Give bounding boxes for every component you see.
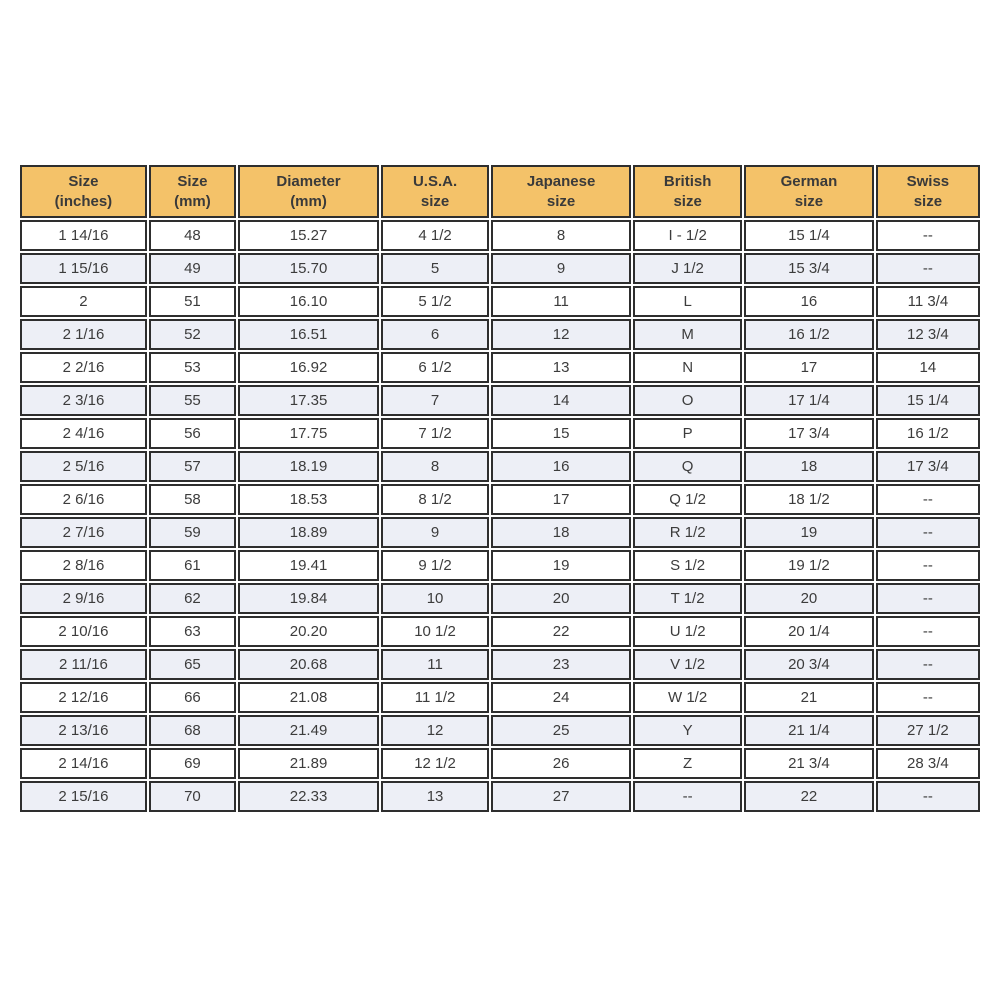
table-cell: L: [633, 286, 742, 317]
table-cell: 11 1/2: [381, 682, 489, 713]
table-cell: --: [876, 517, 980, 548]
table-cell: 55: [149, 385, 236, 416]
table-cell: 17: [744, 352, 874, 383]
table-cell: 17.75: [238, 418, 379, 449]
table-row: [20, 451, 980, 482]
table-cell: 28 3/4: [876, 748, 980, 779]
table-cell: 2 11/16: [20, 649, 147, 680]
table-cell: 19: [744, 517, 874, 548]
table-cell: 6 1/2: [381, 352, 489, 383]
table-cell: 11: [491, 286, 631, 317]
table-cell: 16 1/2: [876, 418, 980, 449]
table-cell: 19.84: [238, 583, 379, 614]
table-cell: 6: [381, 319, 489, 350]
table-cell: 2 15/16: [20, 781, 147, 812]
table-cell: 20 1/4: [744, 616, 874, 647]
table-row: [20, 286, 980, 317]
table-cell: 18.53: [238, 484, 379, 515]
table-cell: 9: [381, 517, 489, 548]
table-cell: 16.51: [238, 319, 379, 350]
table-cell: 27 1/2: [876, 715, 980, 746]
table-cell: 70: [149, 781, 236, 812]
table-cell: 17 3/4: [876, 451, 980, 482]
table-row: [20, 748, 980, 779]
table-cell: --: [633, 781, 742, 812]
table-cell: 22.33: [238, 781, 379, 812]
table-cell: I - 1/2: [633, 220, 742, 251]
table-cell: 10 1/2: [381, 616, 489, 647]
table-cell: 58: [149, 484, 236, 515]
table-cell: 8: [491, 220, 631, 251]
column-header-diameter-mm: Diameter (mm): [238, 165, 379, 218]
column-header-size-inches: Size (inches): [20, 165, 147, 218]
column-header-british-size: British size: [633, 165, 742, 218]
table-cell: 24: [491, 682, 631, 713]
table-cell: 19: [491, 550, 631, 581]
table-cell: 8: [381, 451, 489, 482]
table-cell: 14: [491, 385, 631, 416]
table-cell: 56: [149, 418, 236, 449]
table-cell: --: [876, 484, 980, 515]
table-row: [20, 550, 980, 581]
table-cell: 11 3/4: [876, 286, 980, 317]
table-cell: J 1/2: [633, 253, 742, 284]
table-cell: Z: [633, 748, 742, 779]
table-cell: 14: [876, 352, 980, 383]
table-cell: 20: [744, 583, 874, 614]
table-cell: O: [633, 385, 742, 416]
table-cell: 8 1/2: [381, 484, 489, 515]
table-row: [20, 649, 980, 680]
table-cell: 16 1/2: [744, 319, 874, 350]
table-cell: 4 1/2: [381, 220, 489, 251]
table-cell: 21.08: [238, 682, 379, 713]
table-cell: 69: [149, 748, 236, 779]
table-cell: 23: [491, 649, 631, 680]
table-body: [20, 220, 980, 812]
table-cell: 16.92: [238, 352, 379, 383]
table-cell: 16: [744, 286, 874, 317]
table-cell: 17 3/4: [744, 418, 874, 449]
table-cell: 21.49: [238, 715, 379, 746]
table-cell: 7: [381, 385, 489, 416]
table-cell: --: [876, 550, 980, 581]
table-cell: 1 15/16: [20, 253, 147, 284]
table-cell: 20.68: [238, 649, 379, 680]
table-cell: 51: [149, 286, 236, 317]
table-cell: 1 14/16: [20, 220, 147, 251]
table-cell: 21.89: [238, 748, 379, 779]
table-cell: 2 9/16: [20, 583, 147, 614]
table-cell: 7 1/2: [381, 418, 489, 449]
table-cell: 18: [744, 451, 874, 482]
table-row: [20, 319, 980, 350]
table-cell: 20 3/4: [744, 649, 874, 680]
column-header-size-mm: Size (mm): [149, 165, 236, 218]
table-cell: T 1/2: [633, 583, 742, 614]
table-cell: 16: [491, 451, 631, 482]
table-cell: --: [876, 253, 980, 284]
table-cell: P: [633, 418, 742, 449]
table-cell: 22: [491, 616, 631, 647]
table-cell: --: [876, 781, 980, 812]
table-cell: 2 4/16: [20, 418, 147, 449]
table-row: [20, 418, 980, 449]
table-cell: 2 5/16: [20, 451, 147, 482]
table-cell: 19.41: [238, 550, 379, 581]
table-cell: 15 3/4: [744, 253, 874, 284]
table-cell: M: [633, 319, 742, 350]
table-cell: U 1/2: [633, 616, 742, 647]
table-cell: 17 1/4: [744, 385, 874, 416]
table-cell: S 1/2: [633, 550, 742, 581]
table-cell: --: [876, 682, 980, 713]
table-cell: 2 13/16: [20, 715, 147, 746]
table-cell: 5 1/2: [381, 286, 489, 317]
table-cell: 12 1/2: [381, 748, 489, 779]
table-cell: 17: [491, 484, 631, 515]
table-cell: 2 3/16: [20, 385, 147, 416]
table-cell: 13: [381, 781, 489, 812]
table-cell: 11: [381, 649, 489, 680]
table-cell: 12: [381, 715, 489, 746]
table-cell: 9: [491, 253, 631, 284]
table-cell: Q 1/2: [633, 484, 742, 515]
table-cell: 27: [491, 781, 631, 812]
table-row: [20, 385, 980, 416]
table-cell: V 1/2: [633, 649, 742, 680]
table-cell: 21: [744, 682, 874, 713]
table-cell: 2 12/16: [20, 682, 147, 713]
ring-size-conversion-table: [18, 163, 982, 814]
table-cell: 2 1/16: [20, 319, 147, 350]
column-header-german-size: German size: [744, 165, 874, 218]
table-cell: 18 1/2: [744, 484, 874, 515]
table-cell: 65: [149, 649, 236, 680]
table-cell: 53: [149, 352, 236, 383]
table-cell: 21 3/4: [744, 748, 874, 779]
table-cell: 18.89: [238, 517, 379, 548]
table-cell: Q: [633, 451, 742, 482]
table-cell: 17.35: [238, 385, 379, 416]
table-cell: 2 8/16: [20, 550, 147, 581]
table-row: [20, 517, 980, 548]
table-cell: 2 10/16: [20, 616, 147, 647]
table-row: [20, 253, 980, 284]
table-cell: 15 1/4: [744, 220, 874, 251]
table-cell: --: [876, 616, 980, 647]
table-cell: 68: [149, 715, 236, 746]
table-cell: 52: [149, 319, 236, 350]
table-cell: 49: [149, 253, 236, 284]
table-cell: 22: [744, 781, 874, 812]
table-row: [20, 616, 980, 647]
table-cell: 18.19: [238, 451, 379, 482]
header-row: [20, 165, 980, 218]
table-cell: 18: [491, 517, 631, 548]
table-cell: 62: [149, 583, 236, 614]
table-row: [20, 583, 980, 614]
table-cell: 15 1/4: [876, 385, 980, 416]
table-cell: 2 14/16: [20, 748, 147, 779]
table-cell: 13: [491, 352, 631, 383]
column-header-u-s-a-size: U.S.A. size: [381, 165, 489, 218]
table-row: [20, 484, 980, 515]
table-cell: 19 1/2: [744, 550, 874, 581]
table-cell: 59: [149, 517, 236, 548]
table-cell: 61: [149, 550, 236, 581]
table-cell: 25: [491, 715, 631, 746]
table-cell: 26: [491, 748, 631, 779]
table-row: [20, 352, 980, 383]
column-header-swiss-size: Swiss size: [876, 165, 980, 218]
table-row: [20, 781, 980, 812]
table-cell: 10: [381, 583, 489, 614]
table-cell: 21 1/4: [744, 715, 874, 746]
table-cell: --: [876, 220, 980, 251]
column-header-japanese-size: Japanese size: [491, 165, 631, 218]
table-cell: 20.20: [238, 616, 379, 647]
table-cell: 5: [381, 253, 489, 284]
table-header: [20, 165, 980, 218]
table-cell: 12 3/4: [876, 319, 980, 350]
table-cell: Y: [633, 715, 742, 746]
table-cell: R 1/2: [633, 517, 742, 548]
table-cell: 2: [20, 286, 147, 317]
table-cell: 2 2/16: [20, 352, 147, 383]
table-cell: 15.27: [238, 220, 379, 251]
table-row: [20, 715, 980, 746]
table-cell: 9 1/2: [381, 550, 489, 581]
table-row: [20, 220, 980, 251]
table-cell: 2 6/16: [20, 484, 147, 515]
table-cell: 57: [149, 451, 236, 482]
table-cell: 48: [149, 220, 236, 251]
table-cell: 63: [149, 616, 236, 647]
table-cell: 2 7/16: [20, 517, 147, 548]
table-row: [20, 682, 980, 713]
table-cell: --: [876, 649, 980, 680]
table-cell: 12: [491, 319, 631, 350]
table-cell: N: [633, 352, 742, 383]
table-cell: 15: [491, 418, 631, 449]
table-cell: 20: [491, 583, 631, 614]
table-cell: 15.70: [238, 253, 379, 284]
table-cell: 66: [149, 682, 236, 713]
table-cell: W 1/2: [633, 682, 742, 713]
table-cell: --: [876, 583, 980, 614]
table-cell: 16.10: [238, 286, 379, 317]
